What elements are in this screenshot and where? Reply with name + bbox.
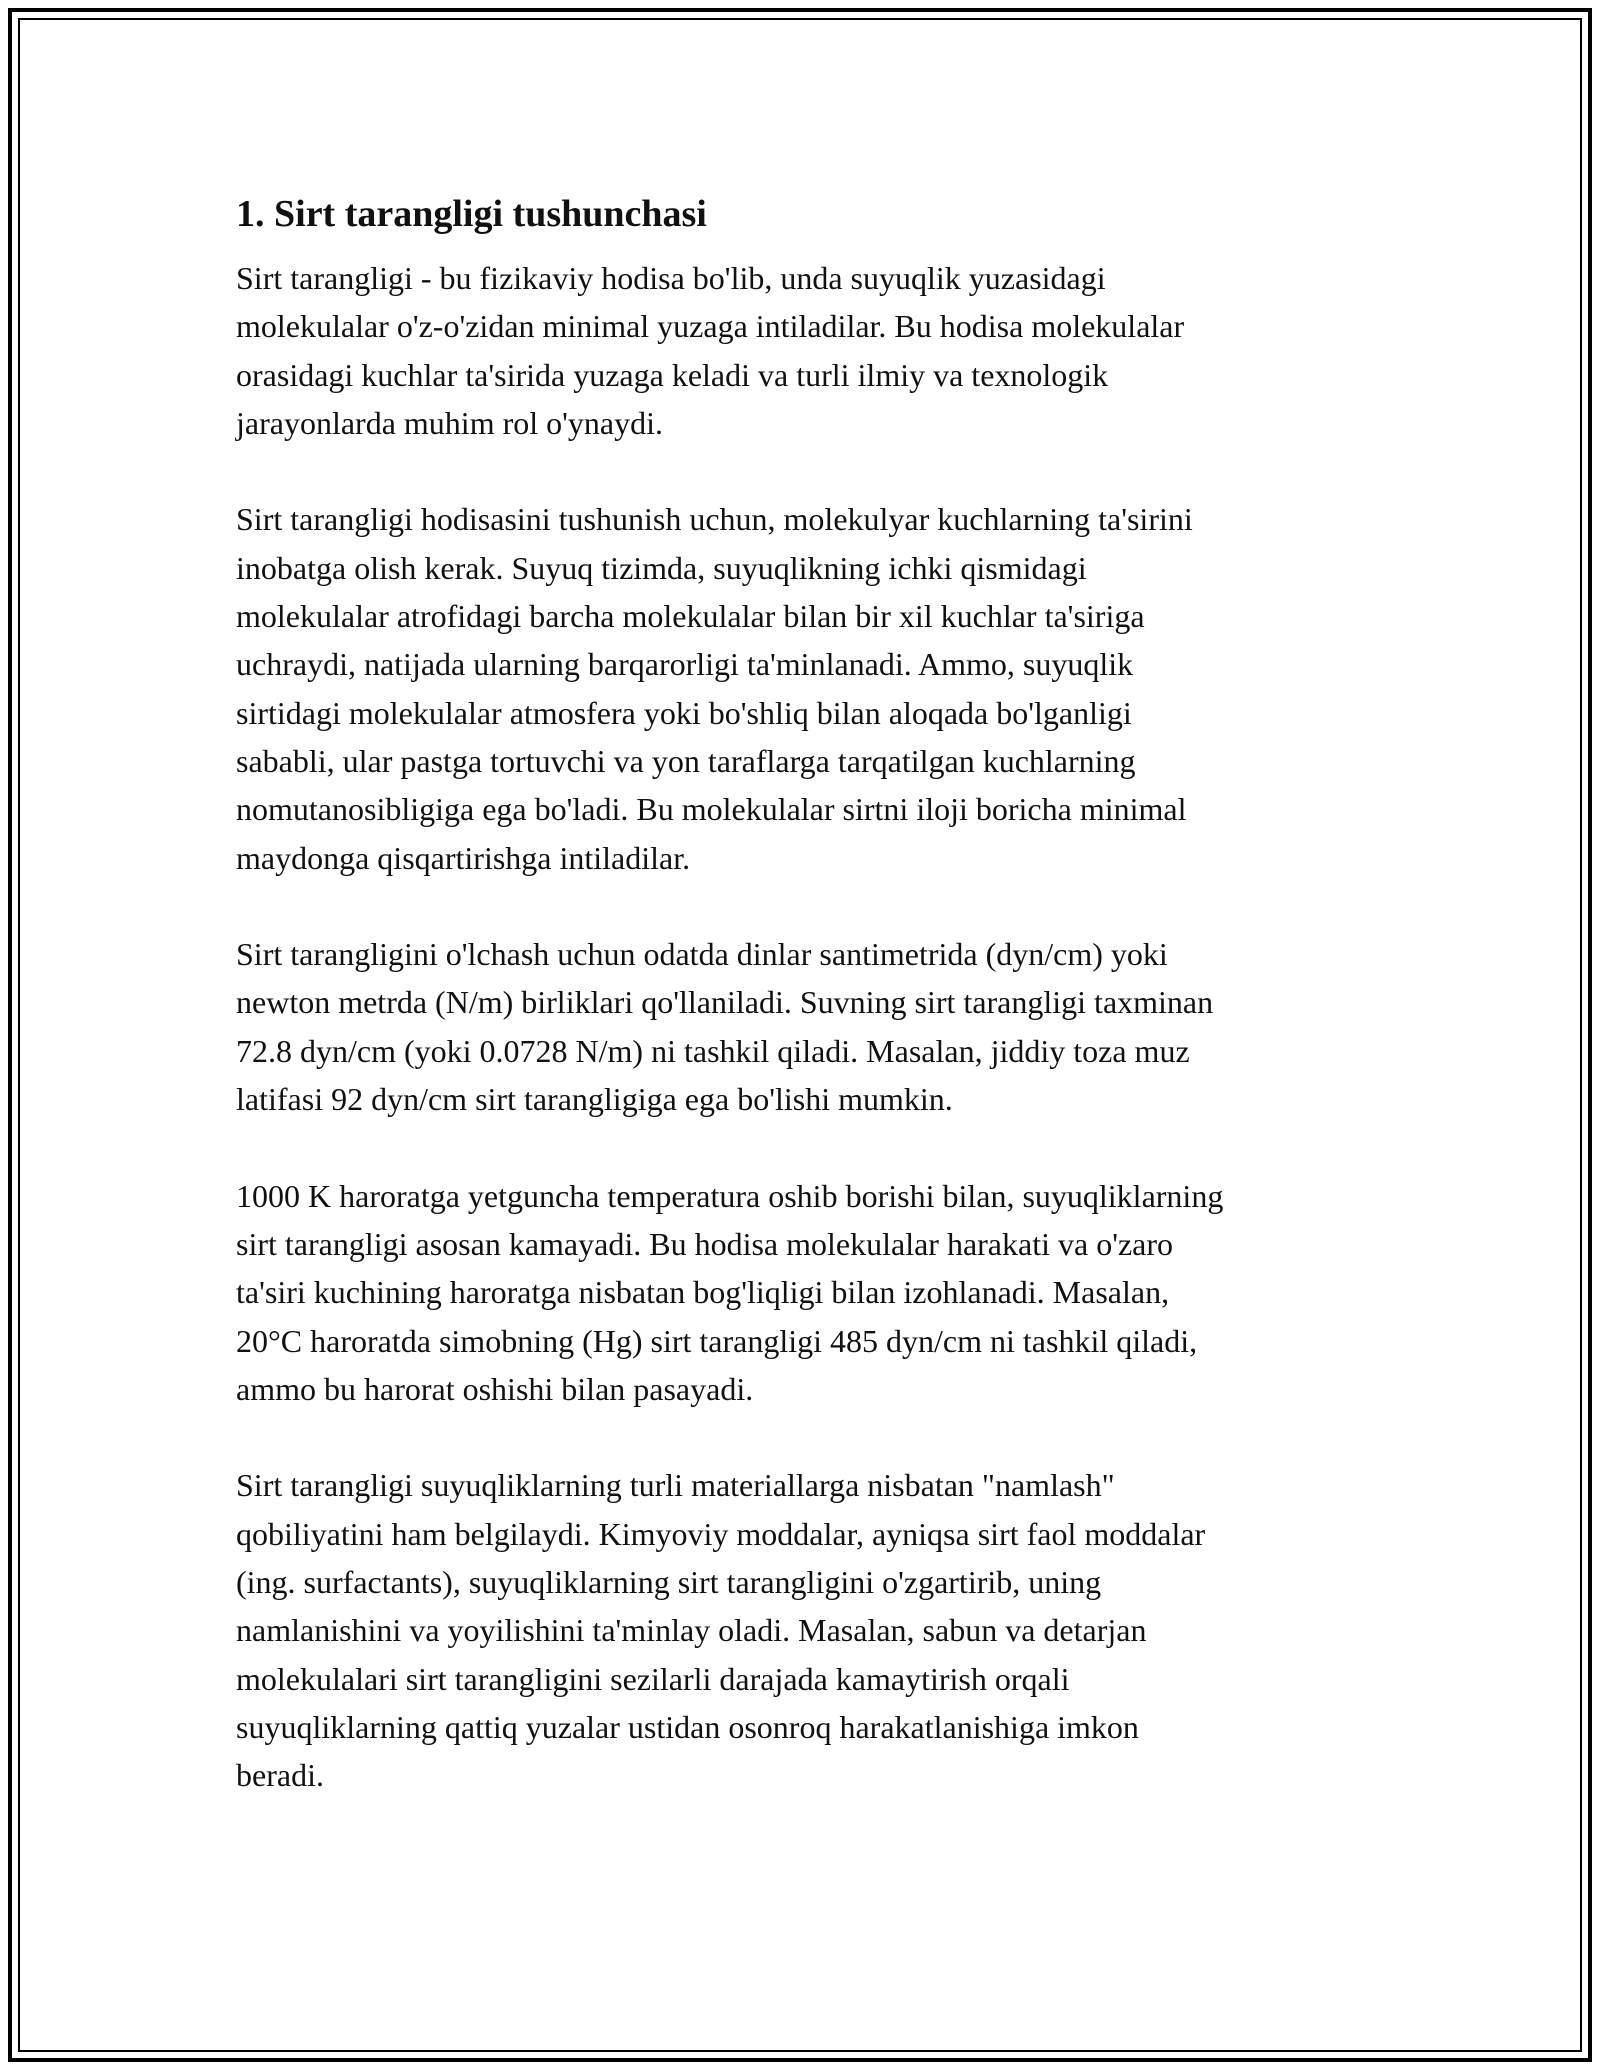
paragraph-line: molekulalari sirt tarangligini sezilarli darajada kamaytirish orqali [236, 1660, 1070, 1697]
paragraph-list [236, 254, 1376, 1800]
paragraph-line: Sirt tarangligi - bu fizikaviy hodisa bo'lib, unda suyuqlik yuzasidagi [236, 260, 1106, 296]
paragraph-line: molekulalar atrofidagi barcha molekulalar bilan bir xil kuchlar ta'siriga [236, 598, 1145, 635]
paragraph-line: uchraydi, natijada ularning barqarorligi ta'minlanadi. Ammo, suyuqlik [236, 646, 1134, 683]
paragraph-line: molekulalar o'z-o'zidan minimal yuzaga intiladilar. Bu hodisa molekulalar [236, 308, 1185, 345]
paragraph-line: nomutanosibligiga ega bo'ladi. Bu molekulalar sirtni iloji boricha minimal [236, 791, 1187, 828]
paragraph [236, 495, 1376, 881]
paragraph-line: orasidagi kuchlar ta'sirida yuzaga keladi va turli ilmiy va texnologik [236, 356, 1109, 393]
paragraph-line: newton metrda (N/m) birliklari qo'llaniladi. Suvning sirt tarangligi taxminan [236, 984, 1214, 1021]
paragraph-line: ammo bu harorat oshishi bilan pasayadi. [236, 1370, 754, 1407]
paragraph-line: namlanishini va yoyilishini ta'minlay oladi. Masalan, sabun va detarjan [236, 1612, 1147, 1649]
paragraph-line: 20°C haroratda simobning (Hg) sirt tarangligi 485 dyn/cm ni tashkil qiladi, [236, 1322, 1198, 1359]
paragraph-line: qobiliyatini ham belgilaydi. Kimyoviy moddalar, ayniqsa sirt faol moddalar [236, 1515, 1206, 1552]
document-body [236, 186, 1376, 1848]
paragraph-line: maydonga qisqartirishga intiladilar. [236, 839, 691, 876]
paragraph-line: Sirt tarangligini o'lchash uchun odatda dinlar santimetrida (dyn/cm) yoki [236, 936, 1168, 973]
paragraph-line: sirt tarangligi asosan kamayadi. Bu hodisa molekulalar harakati va o'zaro [236, 1225, 1174, 1262]
paragraph-line: 72.8 dyn/cm (yoki 0.0728 N/m) ni tashkil qiladi. Masalan, jiddiy toza muz [236, 1032, 1190, 1069]
paragraph-line: beradi. [236, 1757, 324, 1794]
paragraph-line: sababli, ular pastga tortuvchi va yon taraflarga tarqatilgan kuchlarning [236, 742, 1136, 779]
section-title: 1. Sirt tarangligi tushunchasi [236, 193, 707, 235]
paragraph-line: suyuqliklarning qattiq yuzalar ustidan osonroq harakatlanishiga imkon [236, 1708, 1139, 1745]
paragraph [236, 930, 1376, 1123]
paragraph [236, 1172, 1376, 1413]
paragraph-line: (ing. surfactants), suyuqliklarning sirt tarangligini o'zgartirib, uning [236, 1564, 1102, 1601]
paragraph-line: ta'siri kuchining haroratga nisbatan bog'liqligi bilan izohlanadi. Masalan, [236, 1274, 1170, 1311]
paragraph [236, 1461, 1376, 1799]
paragraph [236, 254, 1376, 447]
paragraph-line: Sirt tarangligi hodisasini tushunish uchun, molekulyar kuchlarning ta'sirini [236, 501, 1193, 538]
paragraph-line: 1000 K haroratga yetguncha temperatura oshib borishi bilan, suyuqliklarning [236, 1177, 1224, 1214]
paragraph-line: jarayonlarda muhim rol o'ynaydi. [236, 404, 663, 441]
paragraph-line: sirtidagi molekulalar atmosfera yoki bo'shliq bilan aloqada bo'lganligi [236, 694, 1132, 731]
paragraph-line: Sirt tarangligi suyuqliklarning turli materiallarga nisbatan "namlash" [236, 1467, 1115, 1504]
paragraph-line: inobatga olish kerak. Suyuq tizimda, suyuqlikning ichki qismidagi [236, 549, 1087, 586]
paragraph-line: latifasi 92 dyn/cm sirt tarangligiga ega bo'lishi mumkin. [236, 1081, 953, 1118]
